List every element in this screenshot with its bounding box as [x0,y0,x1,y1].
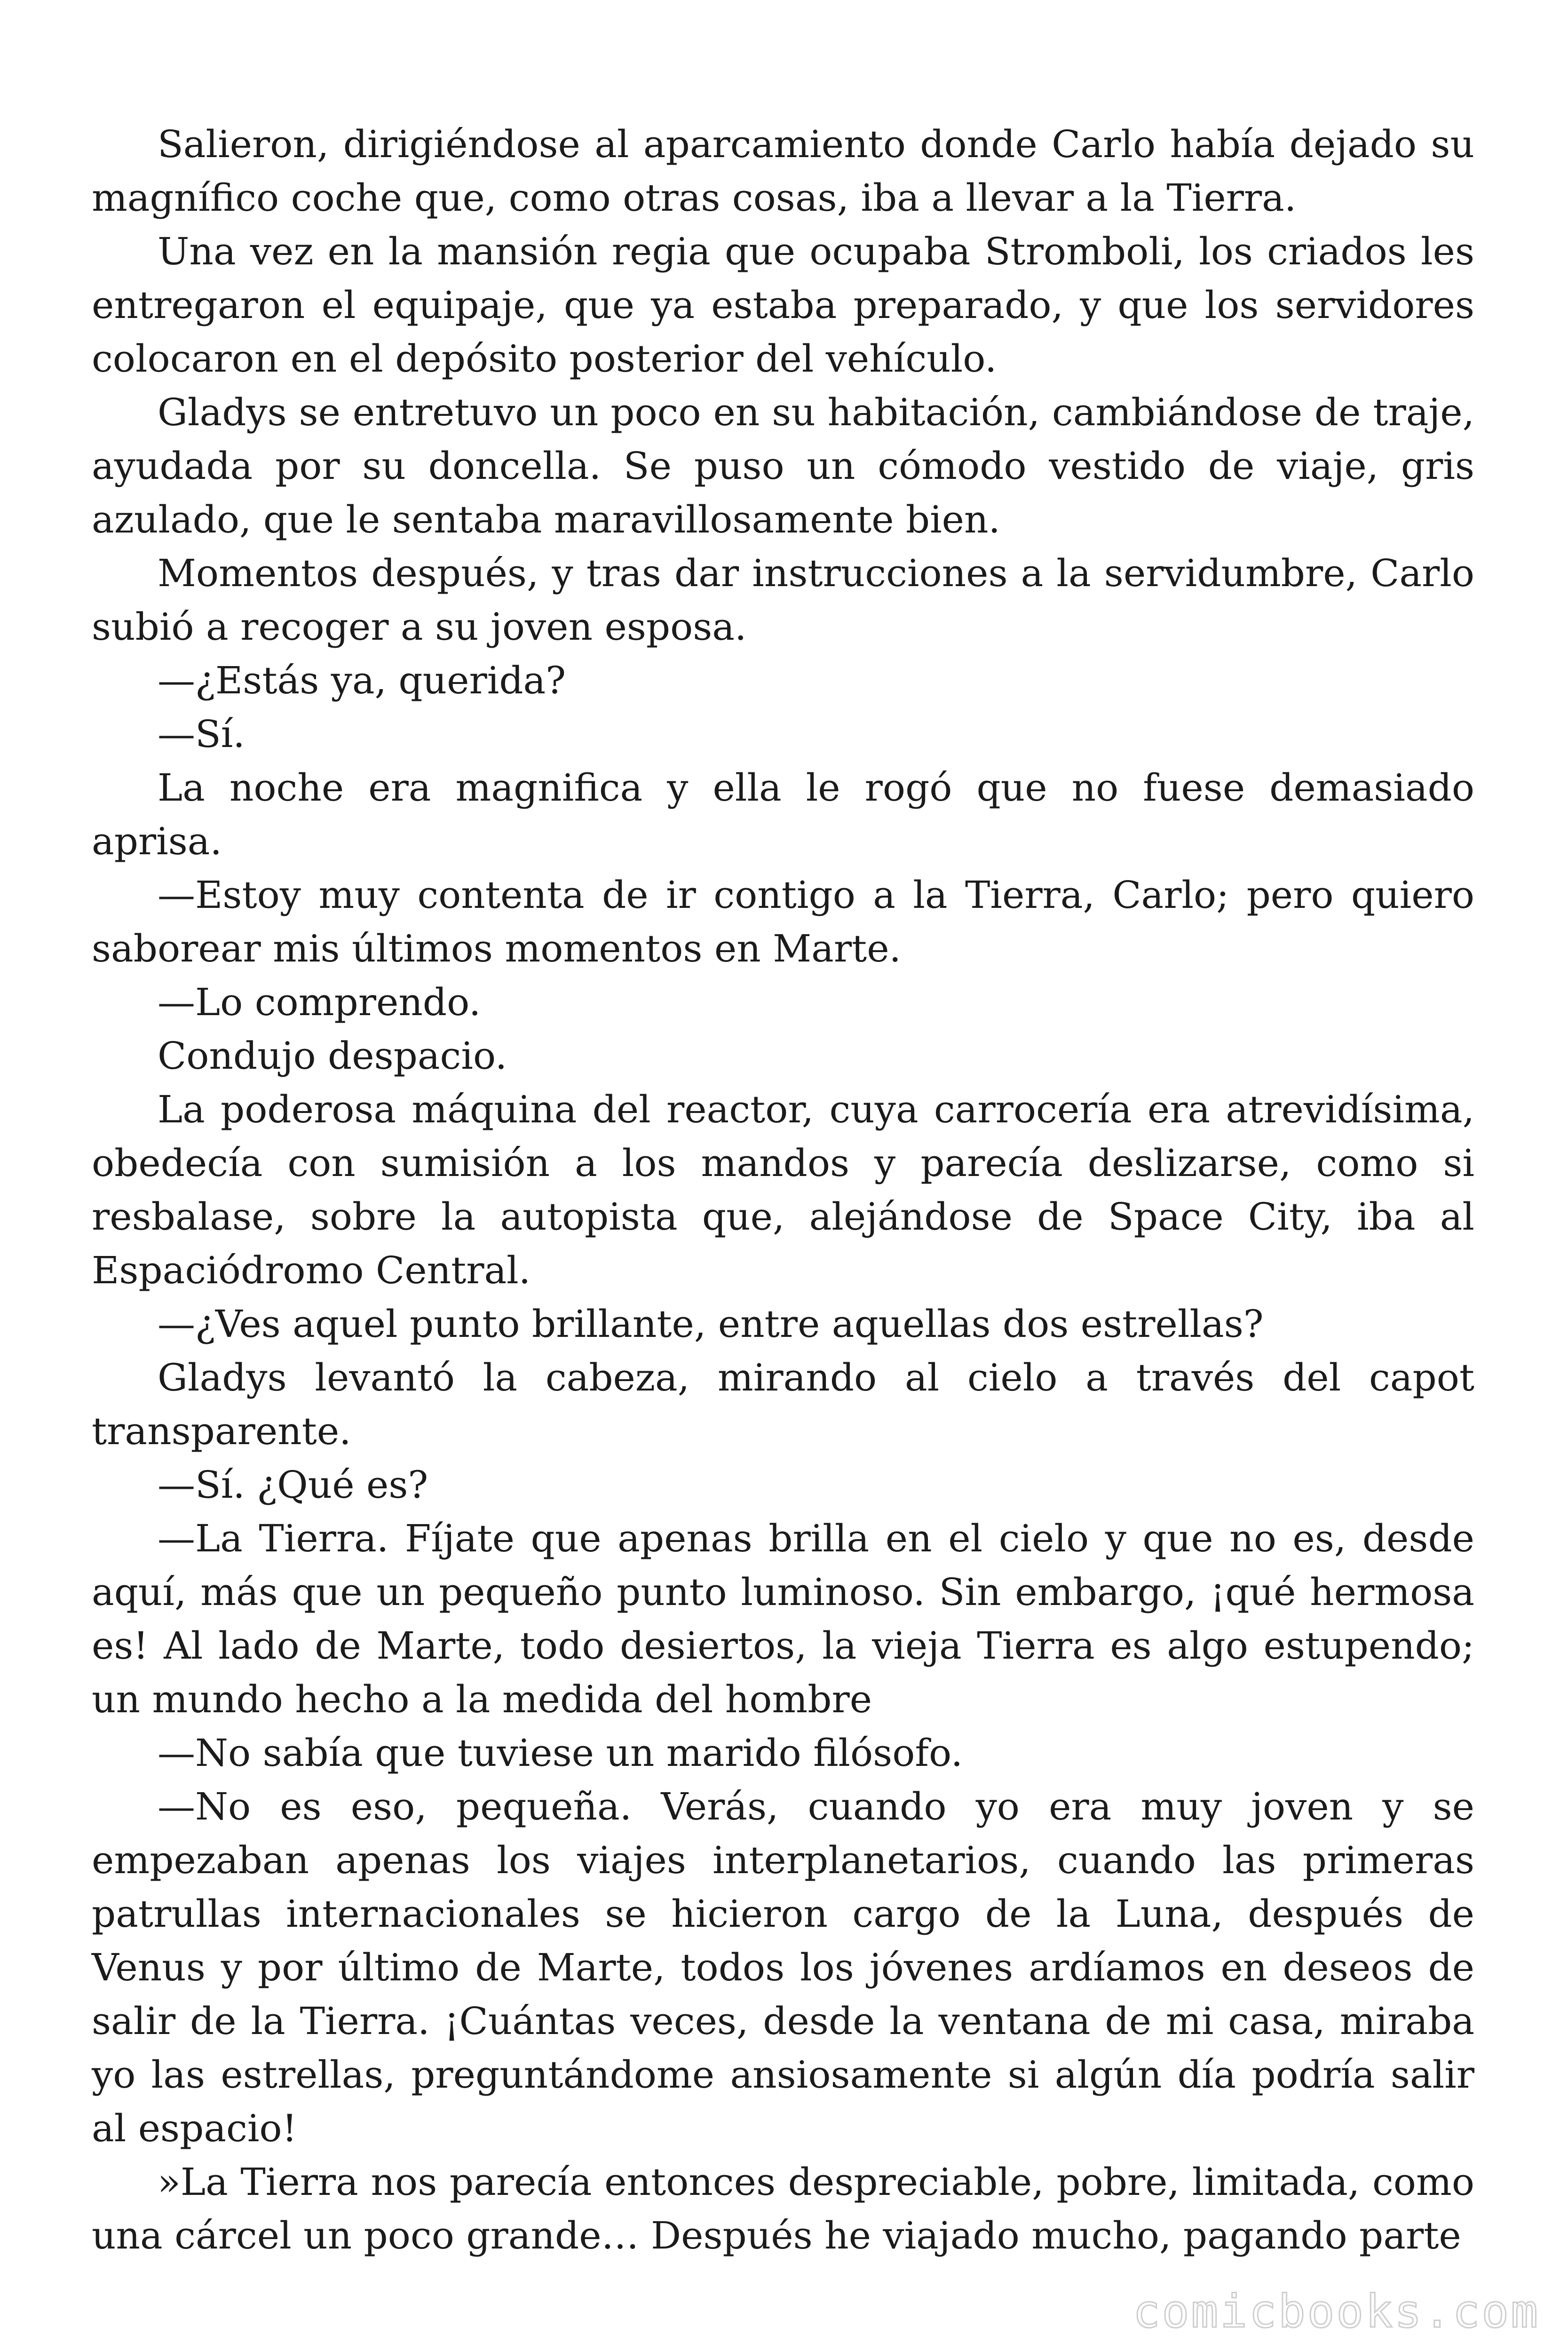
dialogue-line: —¿Estás ya, querida? [158,659,566,702]
dialogue-line: —Estoy muy contenta de ir contigo a la Tierra, Carlo; pero quiero saborear mis últimos momentos en Marte. [92,873,1474,970]
paragraph: »La Tierra nos parecía entonces despreciable, pobre, limitada, como una cárcel un poco grande… Después he viajado mucho, pagando parte [92,2160,1474,2257]
page-text [92,118,1474,2263]
dialogue-line: —Sí. ¿Qué es? [158,1463,428,1507]
dialogue-line: —Lo comprendo. [158,980,481,1024]
watermark: comicbooks.com [1132,2285,1540,2338]
paragraph: Una vez en la mansión regia que ocupaba Stromboli, los criados les entregaron el equipaje, que ya estaba preparado, y que los servidores colocaron en el depósito posterior del vehículo. [92,230,1474,381]
dialogue-line: —No sabía que tuviese un marido filósofo. [158,1731,963,1775]
paragraph: Salieron, dirigiéndose al aparcamiento donde Carlo había dejado su magnífico coche que, como otras cosas, iba a llevar a la Tierra. [92,122,1474,220]
dialogue-line: —No es eso, pequeña. Verás, cuando yo era muy joven y se empezaban apenas los viajes interplanetarios, cuando las primeras patrullas internacionales se hicieron cargo de la Luna, después de Venus y por último de Marte, todos los jóvenes ardíamos en deseos de salir de la Tierra. ¡Cuántas veces, desde la ventana de mi casa, miraba yo las estrellas, preguntándome ansiosamente si algún día podría salir al espacio! [92,1785,1474,2150]
paragraph: Condujo despacio. [158,1034,507,1078]
dialogue-line: —¿Ves aquel punto brillante, entre aquellas dos estrellas? [158,1302,1264,1346]
paragraph: La noche era magnifica y ella le rogó que no fuese demasiado aprisa. [92,766,1474,863]
dialogue-line: —Sí. [158,712,245,756]
dialogue-line: —La Tierra. Fíjate que apenas brilla en el cielo y que no es, desde aquí, más que un pequeño punto luminoso. Sin embargo, ¡qué hermosa es! Al lado de Marte, todo desiertos, la vieja Tierra es algo estupendo; un mundo hecho a la medida del hombre [92,1517,1474,1721]
paragraph: La poderosa máquina del reactor, cuya carrocería era atrevidísima, obedecía con sumisión a los mandos y parecía deslizarse, como si resbalase, sobre la autopista que, alejándose de Space City, iba al Espaciódromo Central. [92,1088,1474,1292]
paragraph: Gladys se entretuvo un poco en su habitación, cambiándose de traje, ayudada por su doncella. Se puso un cómodo vestido de viaje, gris azulado, que le sentaba maravillosamente bien. [92,390,1474,541]
paragraph: Momentos después, y tras dar instrucciones a la servidumbre, Carlo subió a recoger a su joven esposa. [92,551,1474,649]
paragraph: Gladys levantó la cabeza, mirando al cielo a través del capot transparente. [92,1356,1474,1453]
